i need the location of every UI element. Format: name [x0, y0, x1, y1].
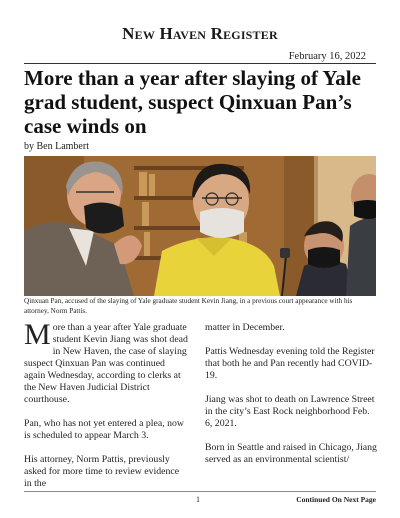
article-paragraph-7: Born in Seattle and raised in Chicago, Jiang served as an environmental scientist/: [205, 442, 377, 465]
drop-cap: M: [24, 318, 51, 351]
header-divider: [24, 63, 376, 64]
article-paragraph-6: Jiang was shot to death on Lawrence Street in the city’s East Rock neighborhood Feb. 6, 2021.: [205, 394, 375, 429]
masthead-logo: New Haven Register: [122, 24, 278, 43]
article-paragraph-1: [24, 318, 188, 406]
paragraph-1-text: ore than a year after Yale graduate student Kevin Jiang was shot dead in New Haven, the case of slaying suspect Qinxuan Pan was continued again Wednesday, according to clerks at the New Haven Judicial District courthouse.: [24, 322, 188, 405]
continued-link[interactable]: Continued On Next Page: [296, 495, 376, 504]
article-paragraph-4: matter in December.: [205, 322, 285, 333]
article-paragraph-2: Pan, who has not yet entered a plea, now is scheduled to appear March 3.: [24, 418, 184, 441]
article-column-right: [205, 322, 377, 478]
article-paragraph-5: Pattis Wednesday evening told the Register that both he and Pan recently had COVID-19.: [205, 346, 375, 381]
article-byline: by Ben Lambert: [24, 141, 89, 152]
photo-caption: Qinxuan Pan, accused of the slaying of Yale graduate student Kevin Jiang, in a previous court appearance with his attorney, Norm Pattis.: [24, 297, 353, 315]
article-paragraph-3: His attorney, Norm Pattis, previously asked for more time to review evidence in the: [24, 454, 180, 489]
article-headline: More than a year after slaying of Yale grad student, suspect Qinxuan Pan’s case winds on: [24, 66, 361, 138]
article-photo: [24, 156, 376, 296]
page-number: 1: [196, 495, 200, 504]
footer-divider: [24, 491, 376, 492]
courtroom-photo-illustration: [24, 156, 376, 296]
article-column-left: [24, 318, 188, 502]
publication-date: February 16, 2022: [288, 51, 366, 62]
